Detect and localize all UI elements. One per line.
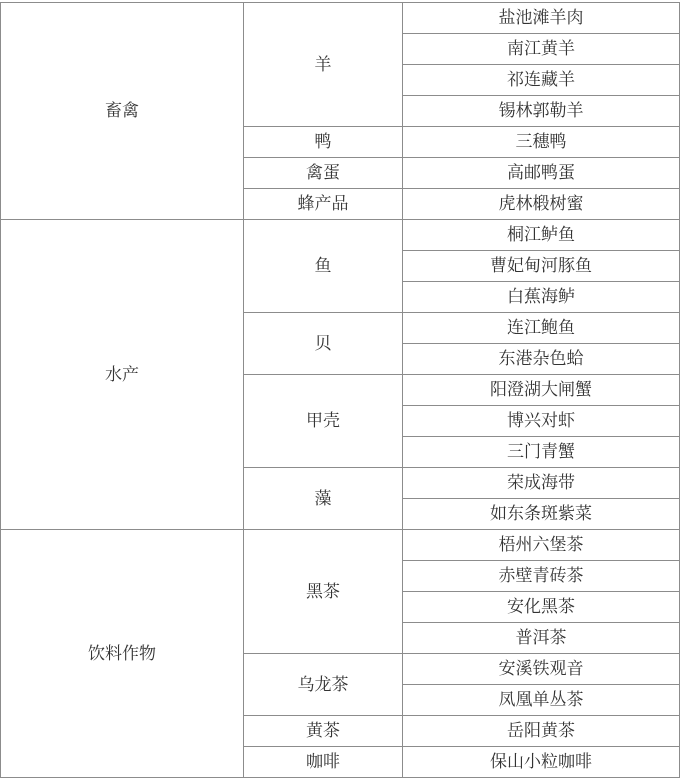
category-cell: 畜禽 xyxy=(1,3,244,220)
product-cell: 锡林郭勒羊 xyxy=(403,96,680,127)
product-cell: 安化黑茶 xyxy=(403,592,680,623)
product-cell: 东港杂色蛤 xyxy=(403,344,680,375)
product-cell: 三门青蟹 xyxy=(403,437,680,468)
product-cell: 凤凰单丛茶 xyxy=(403,685,680,716)
subcategory-cell: 甲壳 xyxy=(244,375,403,468)
product-cell: 高邮鸭蛋 xyxy=(403,158,680,189)
product-cell: 安溪铁观音 xyxy=(403,654,680,685)
subcategory-cell: 藻 xyxy=(244,468,403,530)
product-cell: 白蕉海鲈 xyxy=(403,282,680,313)
product-cell: 岳阳黄茶 xyxy=(403,716,680,747)
product-cell: 南江黄羊 xyxy=(403,34,680,65)
product-cell: 连江鲍鱼 xyxy=(403,313,680,344)
product-cell: 赤壁青砖茶 xyxy=(403,561,680,592)
subcategory-cell: 黄茶 xyxy=(244,716,403,747)
subcategory-cell: 鱼 xyxy=(244,220,403,313)
product-cell: 普洱茶 xyxy=(403,623,680,654)
product-cell: 梧州六堡茶 xyxy=(403,530,680,561)
subcategory-cell: 鸭 xyxy=(244,127,403,158)
product-cell: 祁连藏羊 xyxy=(403,65,680,96)
category-cell: 水产 xyxy=(1,220,244,530)
product-cell: 曹妃甸河豚鱼 xyxy=(403,251,680,282)
product-cell: 阳澄湖大闸蟹 xyxy=(403,375,680,406)
subcategory-cell: 贝 xyxy=(244,313,403,375)
product-table xyxy=(0,2,680,778)
product-cell: 如东条斑紫菜 xyxy=(403,499,680,530)
subcategory-cell: 羊 xyxy=(244,3,403,127)
table-row xyxy=(1,220,680,251)
subcategory-cell: 乌龙茶 xyxy=(244,654,403,716)
product-cell: 桐江鲈鱼 xyxy=(403,220,680,251)
product-cell: 荣成海带 xyxy=(403,468,680,499)
subcategory-cell: 咖啡 xyxy=(244,747,403,778)
product-cell: 博兴对虾 xyxy=(403,406,680,437)
subcategory-cell: 黑茶 xyxy=(244,530,403,654)
table-row xyxy=(1,3,680,34)
subcategory-cell: 禽蛋 xyxy=(244,158,403,189)
product-cell: 盐池滩羊肉 xyxy=(403,3,680,34)
category-cell: 饮料作物 xyxy=(1,530,244,778)
product-cell: 虎林椴树蜜 xyxy=(403,189,680,220)
table-row xyxy=(1,530,680,561)
subcategory-cell: 蜂产品 xyxy=(244,189,403,220)
product-cell: 三穗鸭 xyxy=(403,127,680,158)
product-cell: 保山小粒咖啡 xyxy=(403,747,680,778)
